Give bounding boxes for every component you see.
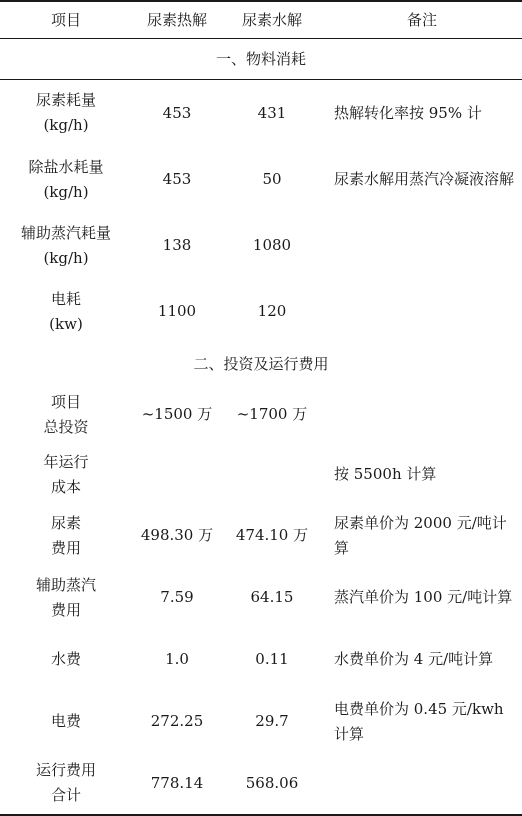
header-hydrolysis: 尿素水解 — [222, 1, 322, 39]
table-row — [0, 147, 522, 213]
table-row — [0, 691, 522, 753]
row-label-line1: 除盐水耗量 — [28, 157, 104, 176]
row-label-line1: 运行费用 — [35, 761, 96, 779]
row-label — [0, 80, 132, 147]
table-row — [0, 505, 522, 567]
row-label-line1: 辅助蒸汽 — [35, 575, 96, 594]
table-row — [0, 213, 522, 279]
row-label: 水费 — [50, 650, 81, 668]
header-remarks: 备注 — [322, 1, 522, 39]
table-row — [0, 567, 522, 629]
row-note: 水费单价为 4 元/吨计算 — [334, 650, 494, 668]
row-label-line2: (kg/h) — [43, 182, 89, 201]
row-label-line2: (kg/h) — [43, 248, 89, 267]
row-label — [0, 567, 132, 629]
hydrolysis-value: 120 — [257, 302, 287, 320]
table-row — [0, 753, 522, 815]
pyrolysis-value: 498.30 万 — [140, 526, 214, 544]
row-label — [0, 279, 132, 345]
hydrolysis-value — [222, 445, 322, 505]
row-note — [322, 385, 522, 445]
table-row — [0, 385, 522, 445]
row-label — [0, 385, 132, 445]
row-label-line2: (kw) — [49, 314, 83, 333]
row-note: 蒸汽单价为 100 元/吨计算 — [334, 588, 513, 606]
header-pyrolysis: 尿素热解 — [132, 1, 222, 39]
hydrolysis-value: 431 — [257, 103, 287, 122]
row-label-line1: 尿素 — [50, 513, 81, 532]
hydrolysis-value: 64.15 — [250, 588, 294, 606]
table-row — [0, 80, 522, 147]
row-label: 电费 — [50, 712, 81, 730]
row-label-line1: 年运行 — [43, 452, 89, 471]
pyrolysis-value: 138 — [162, 236, 192, 254]
row-note: 热解转化率按 95% 计 — [334, 103, 482, 122]
header-item: 项目 — [0, 1, 132, 39]
row-label — [0, 505, 132, 567]
pyrolysis-value: 453 — [162, 103, 192, 122]
row-label-line2: 费用 — [50, 538, 81, 557]
section-title: 一、物料消耗 — [0, 39, 522, 80]
row-label-line1: 电耗 — [50, 289, 81, 308]
row-label-line2: (kg/h) — [43, 116, 89, 135]
row-label-line2: 总投资 — [43, 417, 89, 436]
hydrolysis-value: 1080 — [252, 236, 292, 254]
table-row — [0, 445, 522, 505]
section-row-investment — [0, 345, 522, 385]
table-row — [0, 279, 522, 345]
table-row — [0, 629, 522, 691]
row-label — [0, 213, 132, 279]
row-label-line1: 辅助蒸汽耗量 — [20, 223, 111, 242]
row-label-line1: 项目 — [50, 392, 81, 411]
row-note: 尿素单价为 2000 元/吨计算 — [334, 513, 507, 557]
row-label — [0, 753, 132, 815]
pyrolysis-value: 1.0 — [165, 650, 189, 668]
table-header-row — [0, 1, 522, 39]
pyrolysis-value — [132, 445, 222, 505]
row-note — [322, 213, 522, 279]
row-label — [0, 147, 132, 213]
pyrolysis-value: 778.14 — [132, 753, 222, 815]
pyrolysis-value: 272.25 — [150, 712, 204, 730]
section-row-material — [0, 39, 522, 80]
row-label-line2: 成本 — [50, 477, 81, 496]
section-title: 二、投资及运行费用 — [193, 355, 329, 373]
row-note: 电费单价为 0.45 元/kwh 计算 — [334, 699, 504, 743]
row-label-line2: 合计 — [50, 786, 81, 804]
pyrolysis-value: 7.59 — [160, 588, 194, 606]
row-note — [322, 753, 522, 815]
row-note: 按 5500h 计算 — [334, 465, 437, 483]
row-label — [0, 445, 132, 505]
hydrolysis-value: 0.11 — [255, 650, 289, 668]
row-label-line2: 费用 — [50, 600, 81, 619]
hydrolysis-value: 568.06 — [222, 753, 322, 815]
pyrolysis-value: 1100 — [157, 302, 197, 320]
hydrolysis-value: 50 — [262, 170, 282, 188]
row-note: 尿素水解用蒸汽冷凝液溶解 — [334, 170, 515, 188]
row-note — [322, 279, 522, 345]
pyrolysis-value: ~1500 万 — [141, 405, 213, 423]
hydrolysis-value: 474.10 万 — [235, 526, 309, 544]
row-label-line1: 尿素耗量 — [35, 91, 96, 110]
hydrolysis-value: ~1700 万 — [236, 405, 308, 423]
pyrolysis-value: 453 — [162, 170, 192, 188]
hydrolysis-value: 29.7 — [255, 712, 289, 730]
